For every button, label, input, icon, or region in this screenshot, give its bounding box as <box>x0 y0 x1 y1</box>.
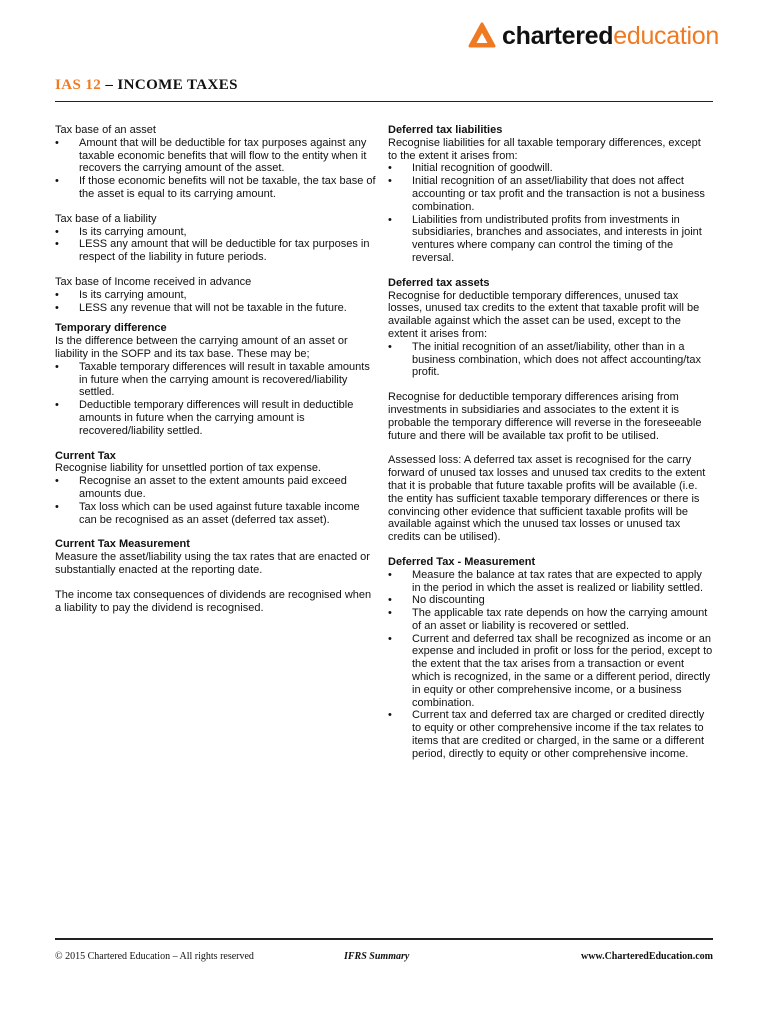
chartered-education-logo-icon <box>468 22 496 50</box>
bullet-list <box>55 226 377 264</box>
title-dash: – <box>105 77 114 93</box>
left-column <box>55 124 377 614</box>
standard-code: IAS 12 <box>55 77 102 93</box>
list-item: • Taxable temporary differences will result in taxable amounts in future when the carrying amount is recovered/liability settled. <box>55 360 370 399</box>
section-text: The income tax consequences of dividends are recognised when a liability to pay the dividend is recognised. <box>55 588 372 614</box>
section-text: Assessed loss: A deferred tax asset is recognised for the carry forward of unused tax losses and unused tax credits to the extent that it is probable that future taxable profits will be available (i.e. the entity has sufficient taxable temporary differences or there is convincing other evidence that sufficient taxable profits will be available against which the unused tax losses or unused tax credits can be utilised). <box>388 454 706 544</box>
bullet-list <box>388 162 713 264</box>
brand-wordmark <box>502 21 719 50</box>
brand-name-light: education <box>613 21 719 50</box>
bullet-list <box>388 341 713 379</box>
list-item: • Is its carrying amount, <box>55 288 187 301</box>
bullet-list <box>55 137 377 201</box>
copyright-text: © 2015 Chartered Education – All rights reserved <box>55 951 254 962</box>
section-heading: Deferred Tax - Measurement <box>388 555 536 568</box>
list-item: • Initial recognition of an asset/liability that does not affect accounting or tax profit and the transaction is not a business combination. <box>388 175 705 213</box>
section-text: Recognise for deductible temporary differences, unused tax losses, unused tax credits to the extent that taxable profit will be available against which the asset can be used, except to the extent it arises from: <box>388 289 700 340</box>
page-footer <box>55 951 713 967</box>
list-item: • LESS any amount that will be deductible for tax purposes in respect of the liability in future periods. <box>55 238 370 264</box>
list-item: • No discounting <box>388 594 485 607</box>
section-deferred-tax-measurement <box>388 556 713 761</box>
section-deferred-tax-liabilities <box>388 124 713 265</box>
section-text: Recognise liability for unsettled portion of tax expense. <box>55 462 321 475</box>
section-heading: Current Tax <box>55 449 116 462</box>
brand-name-bold: chartered <box>502 21 614 50</box>
section-text: Recognise liabilities for all taxable temporary differences, except to the extent it arises from: <box>388 136 701 162</box>
list-item: • Tax loss which can be used against future taxable income can be recognised as an asset (deferred tax asset). <box>55 500 360 526</box>
section-heading: Deferred tax assets <box>388 276 490 289</box>
section-tax-base-asset <box>55 124 377 201</box>
list-item: • Current tax and deferred tax are charged or credited directly to equity or other comprehensive income if the tax relates to items that are credited or charged, in the same or a different period, directly to equity or other comprehensive income. <box>388 709 705 760</box>
section-heading: Current Tax Measurement <box>55 538 190 551</box>
list-item: • Liabilities from undistributed profits from investments in subsidiaries, branches and associates, and interests in joint ventures where company can control the timing of the reversal. <box>388 213 702 264</box>
section-tax-base-income <box>55 276 377 314</box>
section-heading: Tax base of Income received in advance <box>55 275 252 288</box>
list-item: • The applicable tax rate depends on how the carrying amount of an asset or liability is recovered or settled. <box>388 607 708 632</box>
footer-doc-title: IFRS Summary <box>344 951 410 962</box>
list-item: • Amount that will be deductible for tax purposes against any taxable economic benefits that will flow to the entity when it recovers the carrying amount of the asset. <box>55 136 367 175</box>
section-heading: Tax base of an asset <box>55 124 156 136</box>
list-item: • Deductible temporary differences will result in deductible amounts in future when the carrying amount is recovered/liability settled. <box>55 399 354 437</box>
bullet-list <box>388 569 713 761</box>
bullet-list <box>55 289 377 315</box>
section-heading: Temporary difference <box>55 322 167 335</box>
section-heading: Tax base of a liability <box>55 212 157 225</box>
standard-name: INCOME TAXES <box>117 77 238 93</box>
section-text: Measure the asset/liability using the tax rates that are enacted or substantially enacted at the reporting date. <box>55 551 370 576</box>
bullet-list <box>55 475 377 526</box>
list-item: • If those economic benefits will not be taxable, the tax base of the asset is equal to its carrying amount. <box>55 175 376 200</box>
section-current-tax <box>55 450 377 527</box>
list-item: • Initial recognition of goodwill. <box>388 162 553 175</box>
footer-divider <box>55 938 713 940</box>
header-divider <box>55 101 713 102</box>
page-title <box>55 77 238 94</box>
list-item: • Is its carrying amount, <box>55 225 187 238</box>
brand-logo <box>468 22 719 50</box>
list-item: • Measure the balance at tax rates that are expected to apply in the period in which the asset is realized or liability settled. <box>388 568 704 594</box>
right-column <box>388 124 713 761</box>
section-current-tax-measurement <box>55 538 377 614</box>
section-text: Is the difference between the carrying amount of an asset or liability in the SOFP and its tax base. These may be; <box>55 335 348 360</box>
section-heading: Deferred tax liabilities <box>388 124 503 136</box>
section-temporary-difference <box>55 322 377 437</box>
section-tax-base-liability <box>55 213 377 264</box>
section-deferred-tax-assets <box>388 277 713 544</box>
list-item: • LESS any revenue that will not be taxable in the future. <box>55 301 347 314</box>
list-item: • The initial recognition of an asset/liability, other than in a business combination, which does not affect accounting/tax profit. <box>388 340 702 379</box>
list-item: • Current and deferred tax shall be recognized as income or an expense and included in profit or loss for the period, except to the extent that the tax arises from a transaction or event which is recognized, in the same or a different period, directly in equity or other comprehensive income, or a business combination. <box>388 632 713 709</box>
bullet-list <box>55 361 377 438</box>
footer-website: www.CharteredEducation.com <box>580 951 713 962</box>
list-item: • Recognise an asset to the extent amounts paid exceed amounts due. <box>55 475 347 500</box>
section-text: Recognise for deductible temporary differences arising from investments in subsidiaries and associates to the extent it is probable the temporary difference will reverse in the foreseeable future and there will be available tax profit to be utilised. <box>388 391 702 442</box>
